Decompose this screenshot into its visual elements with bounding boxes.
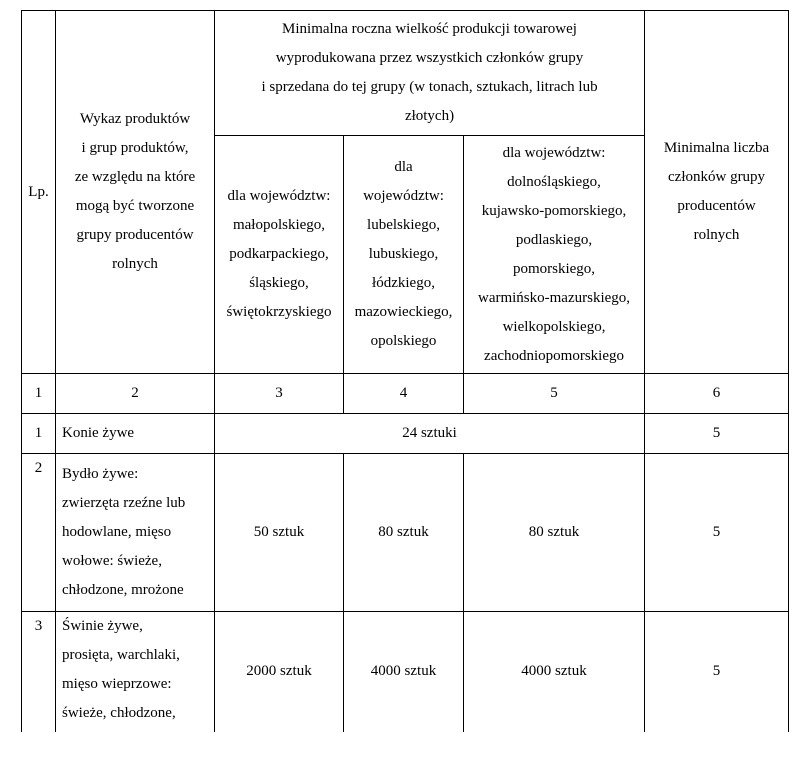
row-value-c: 80 sztuk (464, 454, 645, 612)
row-members: 5 (645, 612, 789, 732)
header-row (22, 11, 789, 136)
row-value-b: 80 sztuk (344, 454, 464, 612)
row-merged-value: 24 sztuki (215, 414, 645, 454)
header-voivodeships-c: dla województw: dolnośląskiego, kujawsko-pomorskiego, podlaskiego, pomorskiego, warmińsko-mazurskiego, wielkopolskiego, zachodniopomorskiego (464, 136, 645, 374)
row-product: Konie żywe (56, 414, 215, 454)
column-number: 2 (56, 374, 215, 414)
header-lp: Lp. (22, 11, 56, 374)
column-number: 1 (22, 374, 56, 414)
table-row (22, 612, 789, 732)
row-value-a: 50 sztuk (215, 454, 344, 612)
header-voivodeships-b: dla województw: lubelskiego, lubuskiego, łódzkiego, mazowieckiego, opolskiego (344, 136, 464, 374)
table-row (22, 454, 789, 612)
row-value-c: 4000 sztuk (464, 612, 645, 732)
header-min-members: Minimalna liczba członków grupy producentów rolnych (645, 11, 789, 374)
column-number: 3 (215, 374, 344, 414)
row-members: 5 (645, 414, 789, 454)
column-number: 4 (344, 374, 464, 414)
row-lp: 2 (22, 454, 56, 612)
column-number-row (22, 374, 789, 414)
row-value-b: 4000 sztuk (344, 612, 464, 732)
row-product: Świnie żywe, prosięta, warchlaki, mięso wieprzowe: świeże, chłodzone, (56, 612, 215, 732)
row-product: Bydło żywe: zwierzęta rzeźne lub hodowlane, mięso wołowe: świeże, chłodzone, mrożone (56, 454, 215, 612)
header-production-group: Minimalna roczna wielkość produkcji towarowej wyprodukowana przez wszystkich członków grupy i sprzedana do tej grupy (w tonach, sztukach, litrach lub złotych) (215, 11, 645, 136)
table-row (22, 414, 789, 454)
row-members: 5 (645, 454, 789, 612)
row-lp: 1 (22, 414, 56, 454)
header-products: Wykaz produktów i grup produktów, ze względu na które mogą być tworzone grupy producentów rolnych (56, 11, 215, 374)
column-number: 5 (464, 374, 645, 414)
header-voivodeships-a: dla województw: małopolskiego, podkarpackiego, śląskiego, świętokrzyskiego (215, 136, 344, 374)
column-number: 6 (645, 374, 789, 414)
row-lp: 3 (22, 612, 56, 732)
production-requirements-table (21, 10, 789, 732)
row-value-a: 2000 sztuk (215, 612, 344, 732)
